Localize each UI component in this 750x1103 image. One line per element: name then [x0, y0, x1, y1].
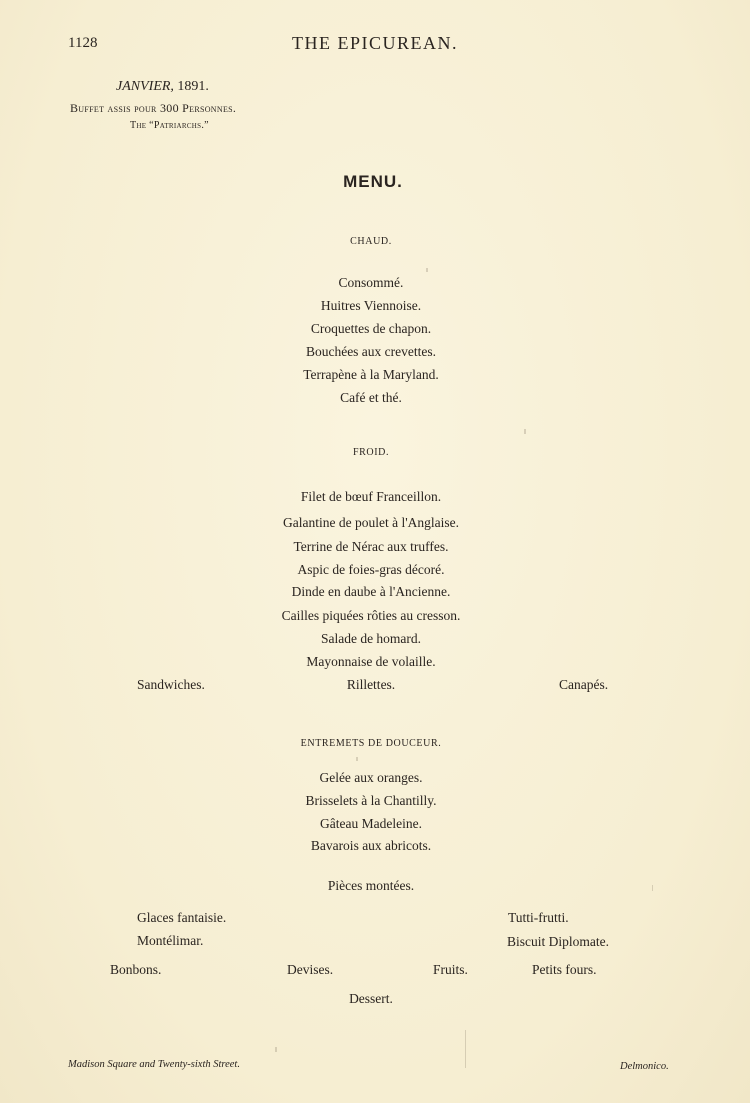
paper-crease	[465, 1030, 466, 1068]
dish-item: Brisselets à la Chantilly.	[305, 793, 437, 808]
dish-item: Bavarois aux abricots.	[310, 838, 432, 853]
dish-item: Huitres Viennoise.	[320, 298, 422, 313]
running-title: THE EPICUREAN.	[292, 33, 458, 53]
dish-item: Aspic de foies-gras décoré.	[297, 562, 445, 577]
guests-line: The “Patriarchs.”	[130, 120, 209, 131]
dessert-final: Dessert.	[349, 991, 393, 1006]
paper-speck	[356, 757, 358, 761]
dish-item: Consommé.	[338, 275, 404, 290]
dish-item: Gâteau Madeleine.	[320, 816, 422, 831]
dish-item: Galantine de poulet à l'Anglaise.	[282, 515, 459, 530]
dish-item: Salade de homard.	[320, 631, 422, 646]
dish-item: Mayonnaise de volaille.	[306, 654, 436, 669]
dish-item: Terrine de Nérac aux truffes.	[293, 539, 449, 554]
section-heading-chaud: CHAUD.	[350, 236, 392, 247]
dish-item: Croquettes de chapon.	[310, 321, 432, 336]
dish-item: Cailles piquées rôties au cresson.	[281, 608, 461, 623]
dish-item: Terrapène à la Maryland.	[303, 367, 439, 382]
dish-item: Bouchées aux crevettes.	[305, 344, 437, 359]
section-heading-froid: FROID.	[352, 447, 390, 458]
paper-speck	[524, 429, 526, 434]
occasion-line: Buffet assis pour 300 Personnes.	[70, 101, 237, 115]
dessert-fruits: Fruits.	[433, 962, 468, 977]
dessert-pieces-montees: Pièces montées.	[327, 878, 415, 893]
page-number: 1128	[68, 35, 98, 51]
dessert-devises: Devises.	[287, 962, 334, 977]
dish-item: Gelée aux oranges.	[319, 770, 423, 785]
dish-item: Dinde en daube à l'Ancienne.	[291, 584, 451, 599]
date-month: JANVIER,	[116, 79, 174, 94]
dish-item: Rillettes.	[346, 677, 396, 692]
paper-speck	[652, 885, 653, 891]
dessert-montelimar: Montélimar.	[137, 933, 204, 948]
side-item-sandwiches: Sandwiches.	[137, 677, 205, 692]
dish-item: Filet de bœuf Franceillon.	[300, 489, 442, 504]
section-heading-entremets: ENTREMETS DE DOUCEUR.	[300, 738, 442, 749]
date-year: 1891.	[177, 79, 209, 94]
paper-speck	[275, 1047, 277, 1052]
dish-item: Café et thé.	[340, 390, 402, 405]
footer-restaurant: Delmonico.	[620, 1061, 669, 1072]
menu-title: MENU.	[343, 172, 403, 191]
dessert-bonbons: Bonbons.	[110, 962, 162, 977]
paper-speck	[426, 268, 428, 272]
menu-date	[116, 79, 209, 95]
footer-address: Madison Square and Twenty-sixth Street.	[68, 1059, 240, 1070]
dessert-tutti-frutti: Tutti-frutti.	[508, 910, 569, 925]
dessert-glaces: Glaces fantaisie.	[137, 910, 227, 925]
dessert-biscuit: Biscuit Diplomate.	[507, 934, 609, 949]
side-item-canapes: Canapés.	[559, 677, 609, 692]
dessert-petits-fours: Petits fours.	[532, 962, 597, 977]
